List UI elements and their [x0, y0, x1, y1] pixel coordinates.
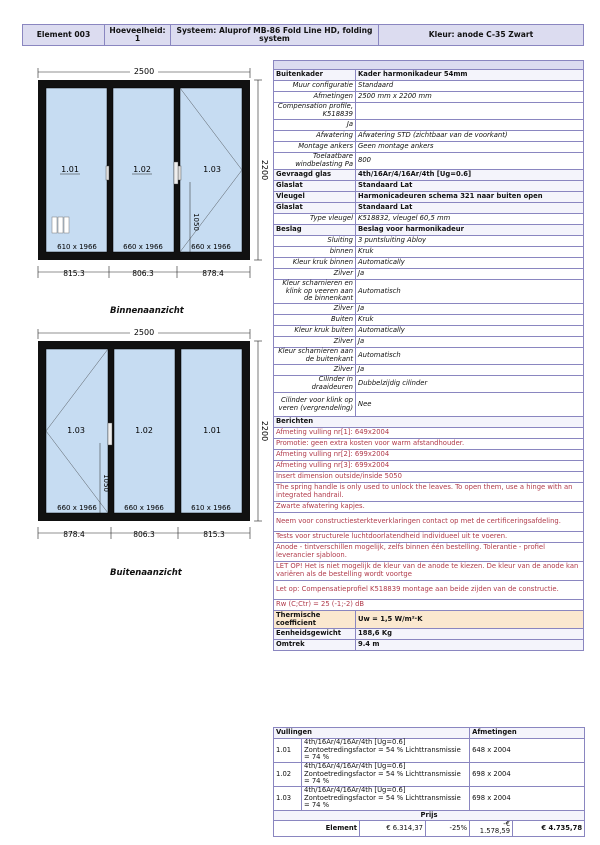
outside-panel-size-3: 610 x 1966 — [191, 504, 231, 512]
inside-panel-size-2: 660 x 1966 — [123, 243, 163, 251]
inside-view-drawing — [22, 62, 272, 284]
message: Afmeting vulling nr[1]: 649x2004 — [274, 428, 584, 439]
filling-row: 1.02 4th/16Ar/4/16Ar/4th [Ug=0.6] Zontoetredingsfactor = 54 % Lichttransmissie = 74 % 698 x 2004 — [274, 763, 585, 787]
inside-segment-2: 806.3 — [132, 269, 154, 278]
inside-width-total: 2500 — [133, 67, 155, 76]
fillings-header: Vullingen — [274, 728, 470, 739]
message: Insert dimension outside/inside 5050 — [274, 472, 584, 483]
outside-panel-label-3: 1.01 — [203, 426, 221, 435]
quantity: Hoeveelheid: 1 — [105, 25, 171, 45]
dimensions-header: Afmetingen — [470, 728, 585, 739]
color: Kleur: anode C-35 Zwart — [428, 30, 534, 39]
inside-panel-label-3: 1.03 — [203, 165, 221, 174]
spec-table: Buitenkader Kader harmonikadeur 54mm Muur configuratie Standaard Afmetingen 2500 mm x 2200 mm Compensation profile, K518839 Ja Afwatering Afwatering STD (zichtbaar van de voorkant) Montage ankers Geen montage ankers Toelaatbare windbelasting Pa 800 Gevraagd glas 4th/16Ar/4/16Ar/4th [Ug=0.6] Glaslat Standaard Lat Vleugel Harmonicadeuren schema 321 naar buiten open Glaslat Standaard Lat Type vleugel K518832, vleugel 60,5 mm Beslag Beslag voor harmonikadeur Sluiting 3 puntsluiting Abloy binnen Kruk Kleur kruk binnen Automatically Zilver Ja Kleur scharnieren en klink op veeren aan de binnenkant Automatisch Zilver Ja Buiten Kruk Kleur kruk buiten Automatically Zilver Ja Kleur scharnieren aan de buitenkant Automatisch Zilver Ja Cilinder in draaideuren Dubbelzijdig cilinder Cilinder voor klink op veren (vergrendeling) Nee Berichten Afmeting vulling nr[1]: 649x2004 Promotie: geen extra kosten voor warm afstandhouder. Afmeting vulling nr[2]: 699x2004 Afmeting vulling nr[3]: 699x2004 Insert dimension outside/inside 5050 The spring handle is only used to unlock the leaves. To open them, use a hinge with an integrated handrail. Zwarte afwatering kapjes. Neem voor constructiesterkteverklaringen contact op met de certificeringsafdeling. Tests voor structurele luchtdoorlatendheid individueel uit te voeren. Anode - tintverschillen mogelijk, zelfs binnen één bestelling. Tolerantie - profiel leverancier sjabloon. LET OP! Het is niet mogelijk de kleur van de anode te kiezen. De kleur van de anode kan variëren als de bestelling wordt voortge Let op: Compensatieprofiel K518839 montage aan beide zijden van de constructie. Rw (C;Ctr) = 25 (-1;-2) dB Thermische coefficient Uw = 1,5 W/m²·K Eenheidsgewicht 188,6 Kg Omtrek 9.4 m — [273, 60, 584, 651]
thermo-label: Thermische coefficient — [274, 611, 356, 629]
brand-logo-icon — [52, 217, 69, 233]
header-bar — [22, 24, 584, 46]
outside-panel-label-1: 1.03 — [67, 426, 85, 435]
outside-segment-2: 806.3 — [133, 530, 155, 539]
inside-segment-1: 815.3 — [63, 269, 85, 278]
message: Afmeting vulling nr[2]: 699x2004 — [274, 450, 584, 461]
spec-key: Buitenkader — [274, 70, 356, 81]
inside-height-total: 2200 — [260, 159, 269, 181]
filling-row: 1.03 4th/16Ar/4/16Ar/4th [Ug=0.6] Zontoetredingsfactor = 54 % Lichttransmissie = 74 % 698 x 2004 — [274, 787, 585, 811]
outside-panel-size-2: 660 x 1966 — [124, 504, 164, 512]
message: Zwarte afwatering kapjes. — [274, 502, 584, 513]
price-discount: -25% — [426, 821, 470, 837]
system: Systeem: Aluprof MB-86 Fold Line HD, folding system — [171, 25, 379, 45]
spec-value: Kader harmonikadeur 54mm — [356, 70, 584, 81]
price-total: € 4.735,78 — [513, 821, 585, 837]
outside-panel-label-2: 1.02 — [135, 426, 153, 435]
inside-panel-size-1: 610 x 1966 — [57, 243, 97, 251]
thermo-value: Uw = 1,5 W/m²·K — [356, 611, 584, 629]
message: Anode - tintverschillen mogelijk, zelfs binnen één bestelling. Tolerantie - profiel leverancier sjabloon. — [274, 543, 584, 562]
message: The spring handle is only used to unlock the leaves. To open them, use a hinge with an integrated handrail. — [274, 483, 584, 502]
inside-view-caption: Binnenaanzicht — [110, 306, 184, 316]
message: Let op: Compensatieprofiel K518839 montage aan beide zijden van de constructie. — [274, 581, 584, 600]
message: Afmeting vulling nr[3]: 699x2004 — [274, 461, 584, 472]
outside-view-caption: Buitenaanzicht — [110, 568, 182, 578]
price-row: Element € 6.314,37 -25% -€ 1.578,59 € 4.735,78 — [274, 821, 585, 837]
perimeter-value: 9.4 m — [356, 640, 584, 651]
outside-height-total: 2200 — [260, 420, 269, 442]
weight-value: 188,6 Kg — [356, 629, 584, 640]
price-discount-amount: -€ 1.578,59 — [470, 821, 513, 837]
message: Neem voor constructiesterkteverklaringen contact op met de certificeringsafdeling. — [274, 513, 584, 532]
price-gross: € 6.314,37 — [360, 821, 426, 837]
outside-handle-height: 1050 — [102, 474, 110, 492]
outside-width-total: 2500 — [133, 328, 155, 337]
outside-panel-size-1: 660 x 1966 — [57, 504, 97, 512]
message: LET OP! Het is niet mogelijk de kleur van de anode te kiezen. De kleur van de anode kan variëren als de bestelling wordt voortge — [274, 562, 584, 581]
inside-panel-size-3: 660 x 1966 — [191, 243, 231, 251]
fillings-table — [273, 727, 585, 837]
inside-segment-3: 878.4 — [202, 269, 224, 278]
outside-view-drawing — [22, 323, 272, 545]
messages-header: Berichten — [274, 417, 584, 428]
message: Rw (C;Ctr) = 25 (-1;-2) dB — [274, 600, 584, 611]
element-id: Element 003 — [23, 25, 105, 45]
outside-segment-3: 815.3 — [203, 530, 225, 539]
message: Tests voor structurele luchtdoorlatendheid individueel uit te voeren. — [274, 532, 584, 543]
inside-handle-height: 1050 — [192, 213, 200, 231]
filling-row: 1.01 4th/16Ar/4/16Ar/4th [Ug=0.6] Zontoetredingsfactor = 54 % Lichttransmissie = 74 % 648 x 2004 — [274, 739, 585, 763]
message: Promotie: geen extra kosten voor warm afstandhouder. — [274, 439, 584, 450]
price-header: Prijs — [274, 811, 585, 821]
outside-segment-1: 878.4 — [63, 530, 85, 539]
inside-panel-label-2: 1.02 — [133, 165, 151, 174]
inside-panel-label-1: 1.01 — [61, 165, 79, 174]
